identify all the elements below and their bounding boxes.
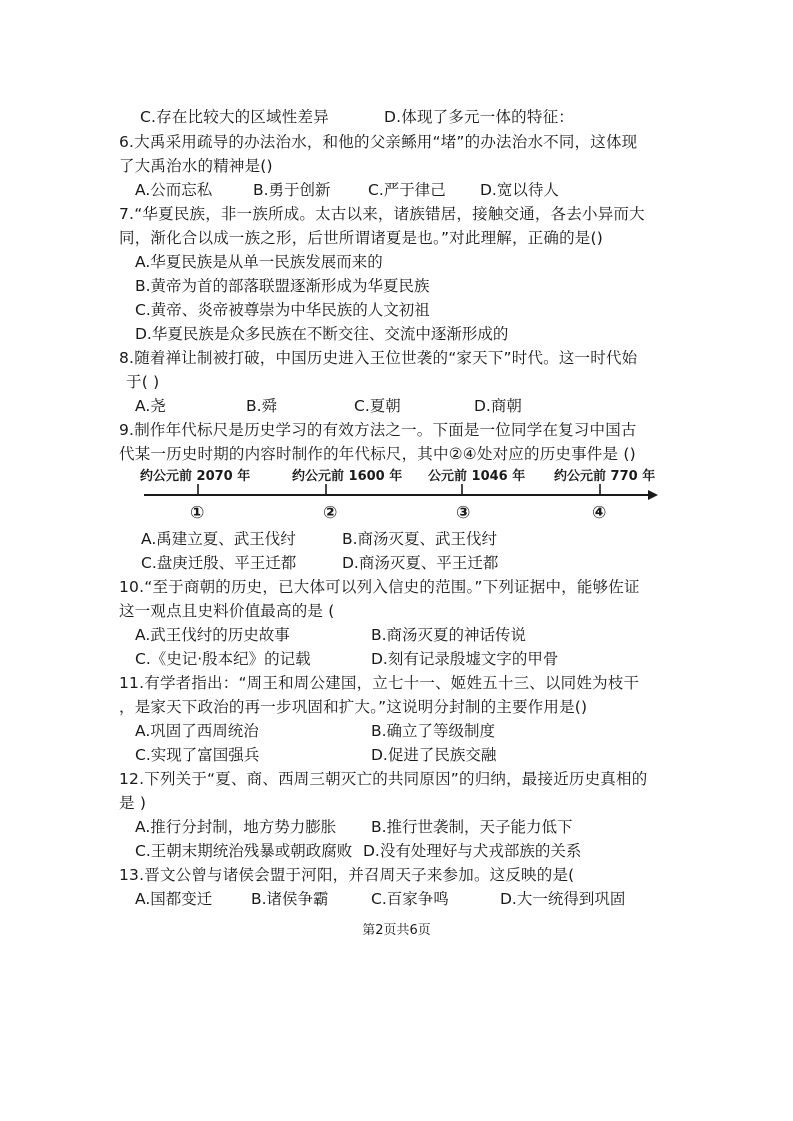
question-9-option-d: D.商汤灭夏、平王迁都 [342,554,499,572]
question-7-option-c: C.黄帝、炎帝被尊崇为中华民族的人文初祖 [135,301,430,319]
question-12-option-d: D.没有处理好与犬戎部族的关系 [363,842,582,860]
question-10-option-b: B.商汤灭夏的神话传说 [371,626,527,644]
question-7-option-a: A.华夏民族是从单一民族发展而来的 [135,253,383,271]
question-10-option-a: A.武王伐纣的历史故事 [135,626,290,644]
timeline-label-3: 公元前 1046 年 [428,469,526,484]
question-10-option-d: D.刻有记录殷墟文字的甲骨 [371,650,559,668]
question-9-option-c: C.盘庚迁殷、平王迁都 [141,554,297,572]
question-8-line-1: 8.随着禅让制被打破，中国历史进入王位世袭的“家天下”时代。这一时代始 [119,349,638,367]
question-13-line-1: 13.晋文公曾与诸侯会盟于河阳，并召周天子来参加。这反映的是( [119,866,575,884]
question-7-line-1: 7.“华夏民族，非一族所成。太古以来，诸族错居，接触交通，各去小异而大 [119,205,645,223]
question-10-line-2: 这一观点且史料价值最高的是 ( [119,602,335,620]
question-7-option-b: B.黄帝为首的部落联盟逐渐形成为华夏民族 [135,277,430,295]
question-9-line-1: 9.制作年代标尺是历史学习的有效方法之一。下面是一位同学在复习中国古 [119,421,637,439]
question-12-line-2: 是 ) [119,794,147,812]
option-c-previous: C.存在比较大的区域性差异 [140,108,329,126]
question-11-option-b: B.确立了等级制度 [371,722,496,740]
question-12-option-c: C.王朝末期统治残暴或朝政腐败 [135,842,353,860]
timeline-svg [140,462,660,522]
question-8-option-d: D.商朝 [474,397,522,415]
question-11-line-1: 11.有学者指出：“周王和周公建国，立七十一、姬姓五十三、以同姓为枝干 [119,674,640,692]
timeline-mark-4: ④ [592,503,607,522]
question-7-line-2: 同，渐化合以成一族之形，后世所谓诸夏是也。”对此理解，正确的是() [119,229,603,247]
timeline-label-2: 约公元前 1600 年 [292,469,403,484]
question-7-option-d: D.华夏民族是众多民族在不断交往、交流中逐渐形成的 [135,325,509,343]
question-8-line-2: 于( ) [126,373,160,391]
page-number: 第2页共6页 [362,923,431,938]
option-d-previous: D.体现了多元一体的特征： [384,108,574,126]
question-12-line-1: 12.下列关于“夏、商、西周三朝灭亡的共同原因”的归纳，最接近历史真相的 [119,770,648,788]
timeline-arrow [648,490,658,500]
timeline-label-1: 约公元前 2070 年 [140,469,251,484]
timeline-label-4: 约公元前 770 年 [554,469,656,484]
question-12-option-b: B.推行世袭制，天子能力低下 [371,818,573,836]
question-6-line-1: 6.大禹采用疏导的办法治水，和他的父亲鲧用“堵”的办法治水不同，这体现 [119,133,638,151]
question-6-option-b: B.勇于创新 [253,181,331,199]
question-6-option-d: D.宽以待人 [480,181,559,199]
question-10-line-1: 10.“至于商朝的历史，已大体可以列入信史的范围。”下列证据中，能够佐证 [119,578,640,596]
timeline-mark-1: ① [190,503,205,522]
question-9-option-b: B.商汤灭夏、武王伐纣 [342,530,498,548]
question-6-option-c: C.严于律己 [368,181,446,199]
question-13-option-c: C.百家争鸣 [371,890,449,908]
question-8-option-b: B.舜 [246,397,278,415]
question-8-option-c: C.夏朝 [354,397,401,415]
question-12-option-a: A.推行分封制，地方势力膨胀 [135,818,337,836]
question-11-option-d: D.促进了民族交融 [371,746,497,764]
year-timeline [140,462,660,522]
timeline-mark-2: ② [323,503,338,522]
timeline-mark-3: ③ [456,503,471,522]
question-10-option-c: C.《史记·殷本纪》的记载 [135,650,311,668]
question-13-option-b: B.诸侯争霸 [251,890,329,908]
question-8-option-a: A.尧 [135,397,166,415]
question-13-option-d: D.大一统得到巩固 [500,890,626,908]
question-11-line-2: ，是家天下政治的再一步巩固和扩大。”这说明分封制的主要作用是() [119,698,588,716]
question-6-option-a: A.公而忘私 [135,181,213,199]
question-11-option-a: A.巩固了西周统治 [135,722,259,740]
question-9-option-a: A.禹建立夏、武王伐纣 [141,530,296,548]
question-13-option-a: A.国都变迁 [135,890,213,908]
question-11-option-c: C.实现了富国强兵 [135,746,260,764]
question-9-line-2: 代某一历史时期的内容时制作的年代标尺，其中②④处对应的历史事件是 () [119,445,636,463]
question-6-line-2: 了大禹治水的精神是() [119,157,273,175]
